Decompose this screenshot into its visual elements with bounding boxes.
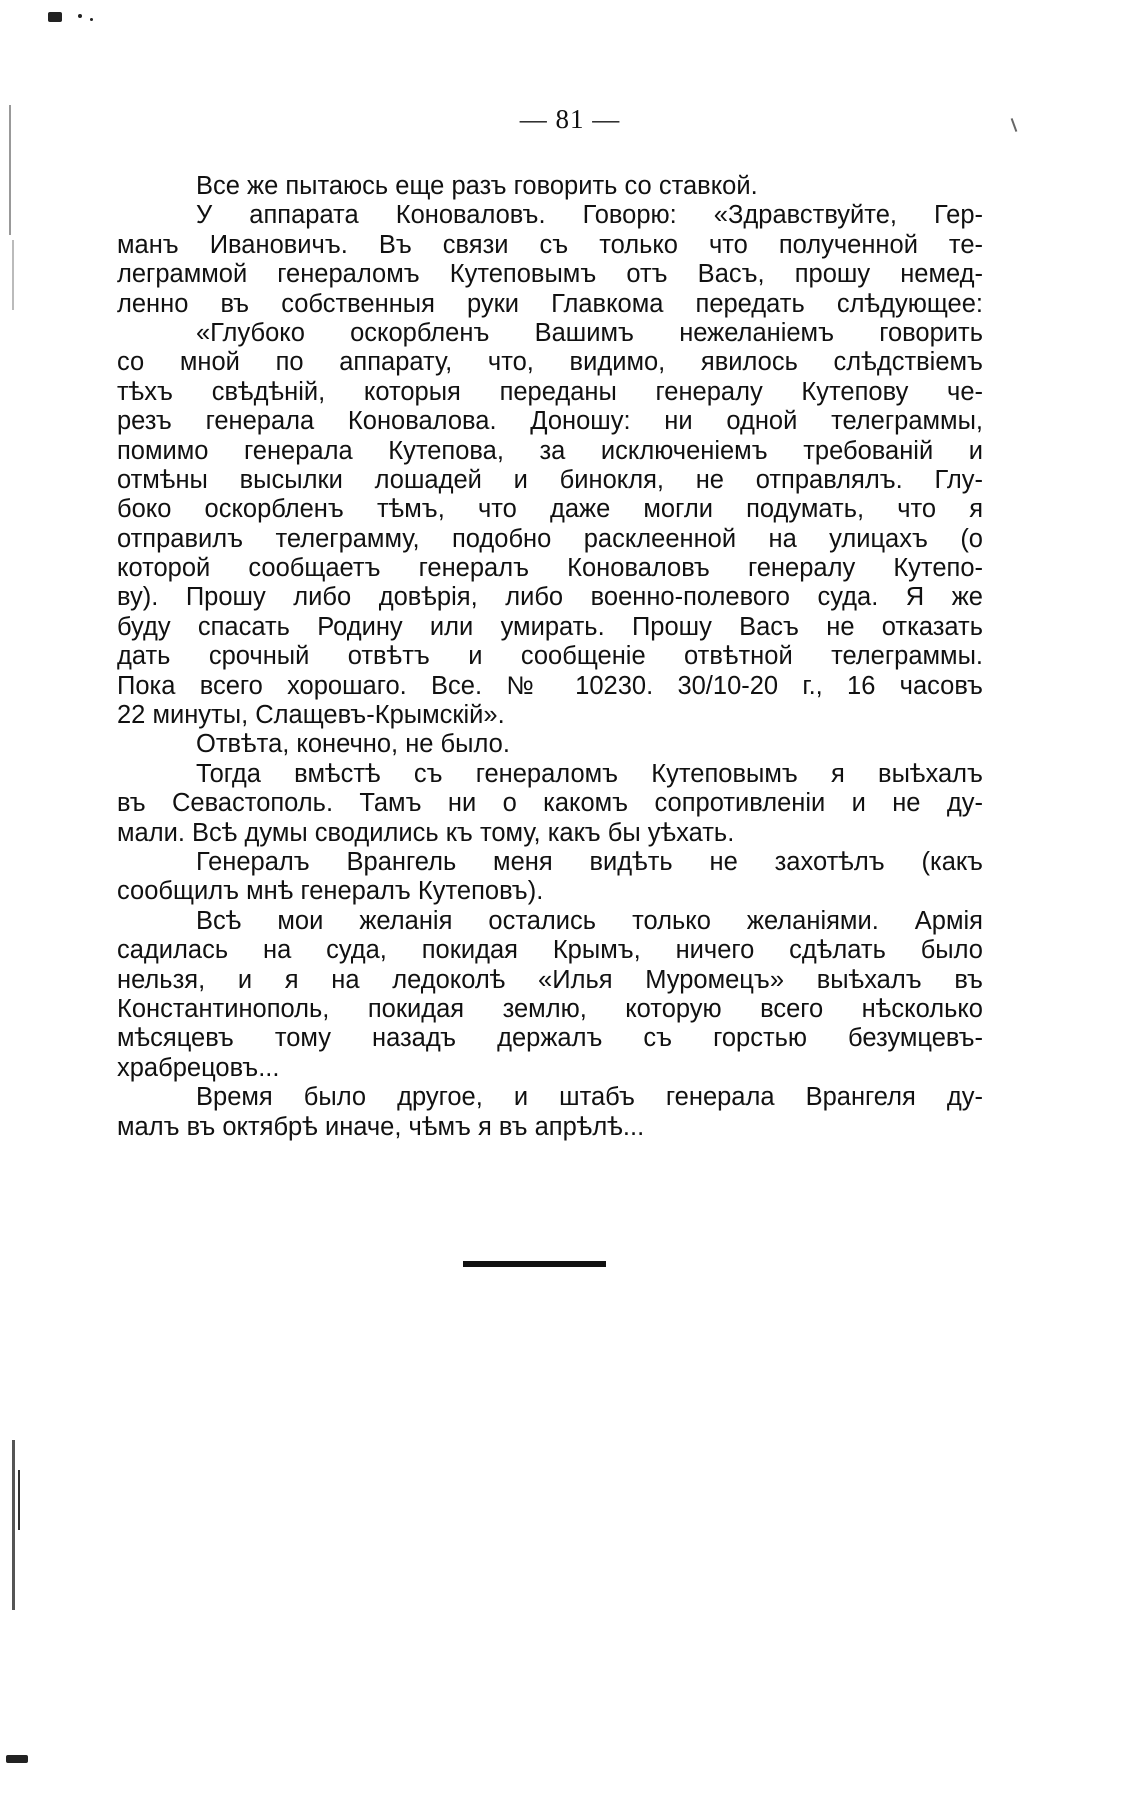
text-line: тѣхъ свѣдѣній, которыя переданы генералу Кутепову че- <box>117 377 983 406</box>
text-line: У аппарата Коноваловъ. Говорю: «Здравствуйте, Гер- <box>196 201 983 230</box>
text-line: Время было другое, и штабъ генерала Врангеля ду- <box>196 1083 983 1112</box>
body-text <box>117 172 983 1142</box>
text-line: малъ въ октябрѣ иначе, чѣмъ я въ апрѣлѣ... <box>117 1112 645 1141</box>
text-line: мѣсяцевъ тому назадъ держалъ съ горстью безумцевъ- <box>117 1024 983 1053</box>
text-line: со мной по аппарату, что, видимо, явилось слѣдствіемъ <box>117 348 983 377</box>
text-line: ленно въ собственныя руки Главкома передать слѣдующее: <box>117 289 983 318</box>
text-line: Пока всего хорошаго. Все. № 10230. 30/10-20 г., 16 часовъ <box>117 671 983 700</box>
text-line: манъ Ивановичъ. Въ связи съ только что полученной те- <box>117 230 983 259</box>
text-line: садилась на суда, покидая Крымъ, ничего сдѣлать было <box>117 936 983 965</box>
scan-artifact <box>48 12 62 22</box>
page-number: — 81 — <box>519 104 621 134</box>
text-line: «Глубоко оскорбленъ Вашимъ нежеланіемъ говорить <box>196 318 983 347</box>
text-line: помимо генерала Кутепова, за исключеніемъ требованій и <box>117 436 983 465</box>
text-line: въ Севастополь. Тамъ ни о какомъ сопротивленіи и не ду- <box>117 789 983 818</box>
text-line: резъ генерала Коновалова. Доношу: ни одной телеграммы, <box>117 407 983 436</box>
text-line: Все же пытаюсь еще разъ говорить со ставкой. <box>196 172 758 200</box>
text-line: 22 минуты, Слащевъ-Крымскій». <box>117 701 505 730</box>
text-line: Константинополь, покидая землю, которую всего нѣсколько <box>117 994 983 1023</box>
text-line: храбрецовъ... <box>117 1053 280 1082</box>
scan-artifact <box>90 18 93 21</box>
scan-artifact <box>12 240 14 310</box>
text-line: Тогда вмѣстѣ съ генераломъ Кутеповымъ я выѣхалъ <box>196 759 983 788</box>
text-line: ву). Прошу либо довѣрія, либо военно-полевого суда. Я же <box>117 583 983 612</box>
text-line: которой сообщаетъ генералъ Коноваловъ генералу Кутепо- <box>117 554 983 583</box>
text-line: Генералъ Врангель меня видѣть не захотѣлъ (какъ <box>196 847 983 876</box>
section-separator <box>463 1261 606 1267</box>
text-line: дать срочный отвѣтъ и сообщеніе отвѣтной телеграммы. <box>117 642 983 671</box>
text-line: сообщилъ мнѣ генералъ Кутеповъ). <box>117 877 544 906</box>
text-line: леграммой генераломъ Кутеповымъ отъ Васъ, прошу немед- <box>117 260 983 289</box>
text-line: Отвѣта, конечно, не было. <box>196 730 510 759</box>
text-line: боко оскорбленъ тѣмъ, что даже могли подумать, что я <box>117 495 983 524</box>
text-line: буду спасать Родину или умирать. Прошу Васъ не отказать <box>117 612 983 641</box>
text-line: отправилъ телеграмму, подобно расклеенной на улицахъ (о <box>117 524 983 553</box>
scan-artifact <box>12 1440 15 1610</box>
text-line: отмѣны высылки лошадей и бинокля, не отправлялъ. Глу- <box>117 465 983 494</box>
text-line: Всѣ мои желанія остались только желаніями. Армія <box>196 906 983 935</box>
text-line: нельзя, и я на ледоколѣ «Илья Муромецъ» выѣхалъ въ <box>117 965 983 994</box>
scan-artifact <box>6 1755 28 1763</box>
text-line: мали. Всѣ думы сводились къ тому, какъ бы уѣхать. <box>117 818 735 847</box>
scan-artifact <box>78 14 82 18</box>
scan-artifact <box>18 1470 20 1530</box>
